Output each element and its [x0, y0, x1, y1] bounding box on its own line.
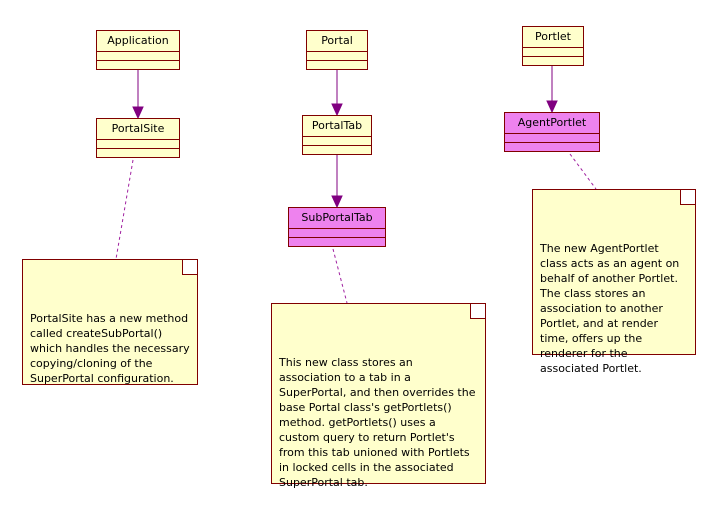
note-subportaltab-text: This new class stores an association to a tab in a SuperPortal, and then overrides the base Portal class's getPortlets() method. getPortlets() uses a custom query to return Portlet's from this tab unioned with Portlets in locked cells in the associated SuperPortal tab.: [279, 356, 479, 489]
class-operations-application: [97, 61, 179, 69]
class-box-application[interactable]: [96, 30, 180, 70]
class-box-portalsite[interactable]: [96, 118, 180, 158]
class-box-portal[interactable]: [306, 30, 368, 70]
note-portalsite-text: PortalSite has a new method called createSubPortal() which handles the necessary copying/cloning of the SuperPortal configuration.: [30, 312, 194, 385]
anchor-portalsite-note: [116, 160, 133, 259]
link-portal-portaltab: [332, 70, 342, 115]
note-fold-corner-icon: [470, 304, 485, 319]
class-box-portaltab[interactable]: [302, 115, 372, 155]
class-attributes-application: [97, 52, 179, 61]
class-operations-portalsite: [97, 149, 179, 157]
class-operations-subportaltab: [289, 238, 385, 246]
class-attributes-portal: [307, 52, 367, 61]
class-name-portalsite: PortalSite: [97, 119, 179, 140]
anchor-subportaltab-note: [333, 249, 347, 303]
class-attributes-subportaltab: [289, 229, 385, 238]
class-name-application: Application: [97, 31, 179, 52]
note-agentportlet[interactable]: [532, 189, 696, 375]
class-name-portlet: Portlet: [523, 27, 583, 48]
class-box-portlet[interactable]: [522, 26, 584, 66]
anchor-agentportlet-note: [570, 154, 596, 189]
class-attributes-portlet: [523, 48, 583, 57]
class-box-agentportlet[interactable]: [504, 112, 600, 152]
note-agentportlet-text: The new AgentPortlet class acts as an agent on behalf of another Portlet. The class stores an association to another Portlet, and at render time, offers up the renderer for the associated Portlet.: [540, 242, 683, 375]
link-portaltab-subportaltab: [332, 155, 342, 207]
note-fold-corner-icon: [182, 260, 197, 275]
class-name-subportaltab: SubPortalTab: [289, 208, 385, 229]
note-portalsite[interactable]: [22, 259, 198, 385]
class-operations-portal: [307, 61, 367, 69]
class-box-subportaltab[interactable]: [288, 207, 386, 247]
note-fold-corner-icon: [680, 190, 695, 205]
class-name-agentportlet: AgentPortlet: [505, 113, 599, 134]
class-operations-portlet: [523, 57, 583, 65]
class-attributes-agentportlet: [505, 134, 599, 143]
class-name-portal: Portal: [307, 31, 367, 52]
class-name-portaltab: PortalTab: [303, 116, 371, 137]
class-attributes-portalsite: [97, 140, 179, 149]
class-attributes-portaltab: [303, 137, 371, 146]
class-operations-portaltab: [303, 146, 371, 154]
link-application-portalsite: [133, 70, 143, 118]
class-operations-agentportlet: [505, 143, 599, 151]
note-subportaltab[interactable]: [271, 303, 486, 489]
link-portlet-agentportlet: [547, 66, 557, 112]
